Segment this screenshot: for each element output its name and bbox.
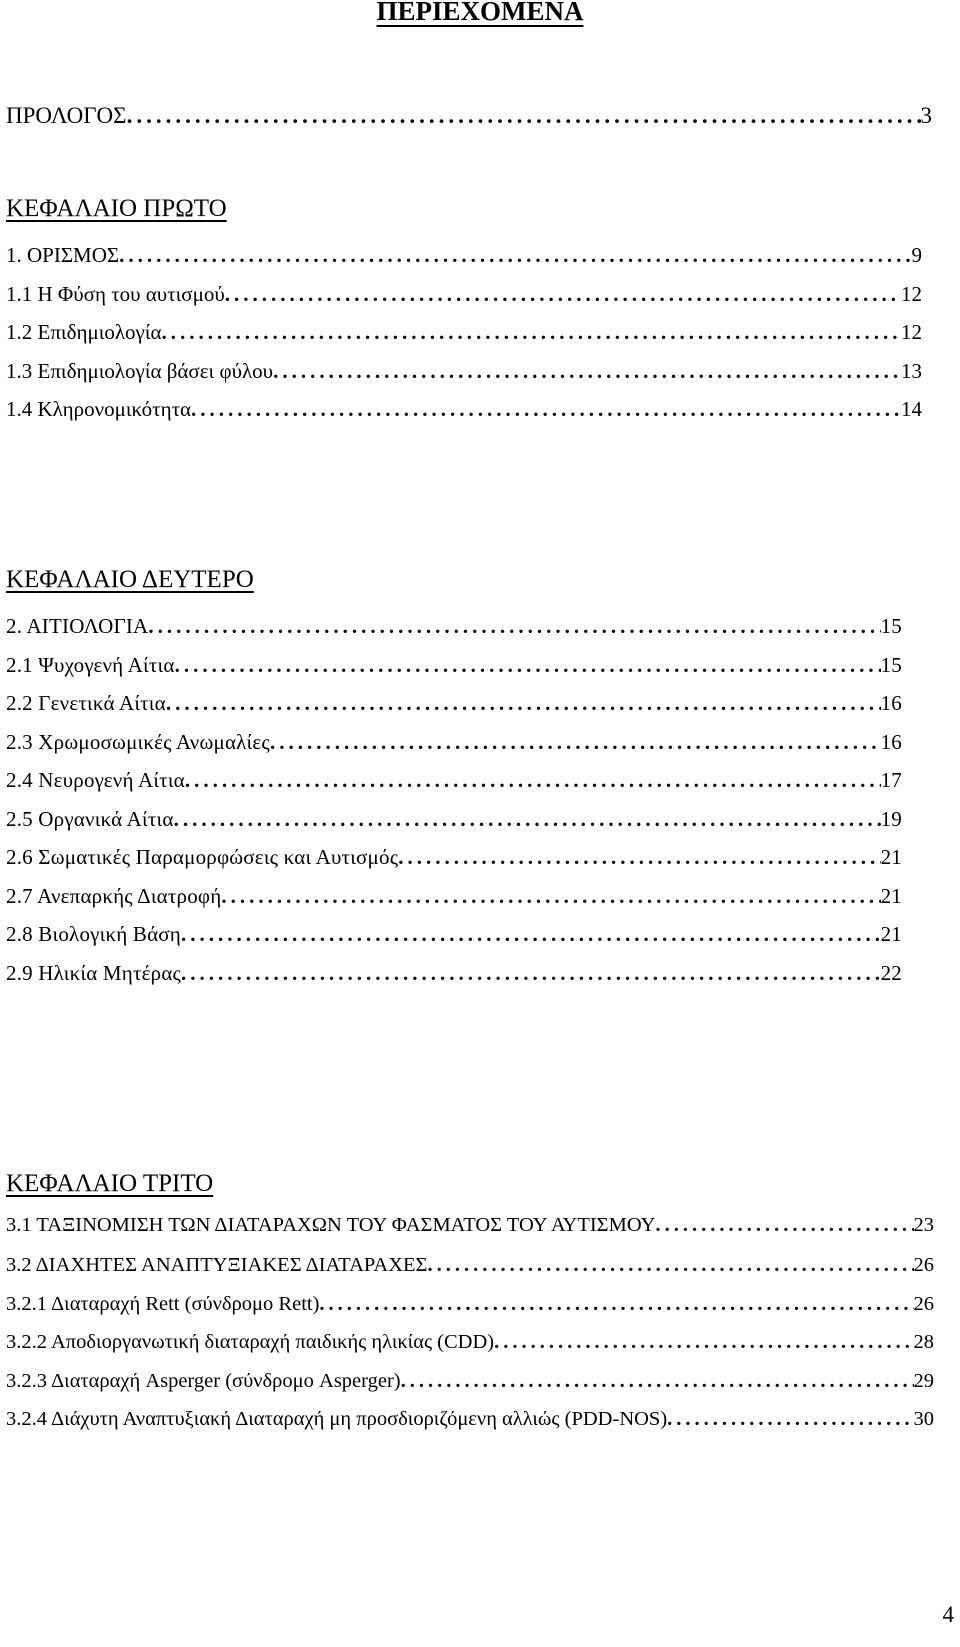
toc-entry-page: 16: [880, 691, 902, 715]
toc-entry-label: 3.2.2 Αποδιοργανωτική διαταραχή παιδικής ηλικίας (CDD): [6, 1331, 495, 1353]
toc-entry-label: 1.1 Η Φύση του αυτισμού: [6, 281, 225, 306]
dot-leader: [174, 807, 881, 832]
toc-entry-label: 2. ΑΙΤΙΟΛΟΓΙΑ: [6, 614, 149, 638]
chapter-title: ΚΕΦΑΛΑΙΟ ΔΕΥΤΕΡΟ: [6, 566, 254, 593]
toc-entry: [6, 730, 902, 769]
toc-entry-label: 1.3 Επιδημιολογία βάσει φύλου: [6, 358, 274, 383]
page-title: ΠΕΡΙΕΧΟΜΕΝΑ: [376, 0, 584, 26]
toc-entry: [6, 1331, 934, 1370]
toc-entry-page: 16: [880, 729, 902, 754]
toc-entry-page: 26: [913, 1254, 934, 1276]
toc-entry: [6, 1293, 934, 1332]
toc-entry-label: 2.5 Οργανικά Αίτια: [6, 806, 174, 831]
toc-entry-label: 3.2.3 Διαταραχή Asperger (σύνδρομο Asperger): [6, 1369, 401, 1392]
toc-entry-label: 3.2.1 Διαταραχή Rett (σύνδρομο Rett): [6, 1292, 320, 1315]
toc-entry: [6, 614, 902, 653]
dot-leader: [161, 320, 901, 345]
toc-entry-label: 2.3 Χρωμοσωμικές Ανωμαλίες: [6, 729, 270, 754]
toc-entry-page: 29: [913, 1369, 934, 1392]
chapter-title: ΚΕΦΑΛΑΙΟ ΤΡΙΤΟ: [6, 1170, 214, 1197]
toc-entry: [6, 359, 922, 398]
chapter-section: [6, 566, 902, 999]
dot-leader: [191, 397, 901, 422]
toc-entry-page: 17: [880, 768, 902, 792]
toc-entry-page: 26: [913, 1292, 934, 1315]
dot-leader: [225, 282, 901, 307]
dot-leader: [655, 1214, 913, 1237]
dot-leader: [319, 1293, 913, 1316]
dot-leader: [667, 1408, 913, 1431]
toc-entry: [6, 243, 922, 282]
dot-leader: [270, 730, 881, 755]
toc-entry-page: 22: [880, 960, 902, 985]
dot-leader: [401, 1370, 914, 1393]
toc-entry: [6, 282, 922, 321]
dot-leader: [119, 243, 911, 268]
dot-leader: [127, 103, 921, 129]
toc-entry-label: 2.8 Βιολογική Βάση: [6, 922, 181, 946]
dot-leader: [273, 359, 901, 384]
toc-entry: [6, 1408, 934, 1447]
toc-entry-page: 30: [913, 1408, 934, 1430]
dot-leader: [398, 845, 880, 870]
toc-entry-page: 21: [880, 883, 902, 908]
toc-entry-label: 1.4 Κληρονομικότητα: [6, 397, 192, 422]
toc-entry: [6, 320, 922, 359]
toc-entry: [6, 691, 902, 730]
toc-entry-label: 2.9 Ηλικία Μητέρας: [6, 960, 182, 985]
toc-entry-label: 2.7 Ανεπαρκής Διατροφή: [6, 883, 222, 908]
toc-entry: [6, 1214, 934, 1254]
toc-entry-page: 15: [880, 652, 902, 677]
toc-entry-page: 23: [913, 1214, 934, 1236]
chapter-section: [6, 1170, 934, 1447]
toc-entry-label: 3.2.4 Διάχυτη Αναπτυξιακή Διαταραχή μη προσδιοριζόμενη αλλιώς (PDD-NOS): [6, 1408, 668, 1430]
dot-leader: [221, 884, 880, 909]
toc-entry-page: 21: [880, 845, 902, 869]
toc-entry-page: 28: [913, 1331, 934, 1353]
toc-entry-page: 12: [901, 320, 922, 345]
dot-leader: [166, 691, 881, 716]
toc-entry: [6, 922, 902, 961]
toc-entry: [6, 653, 902, 692]
toc-entry: [6, 768, 902, 807]
toc-entry-page: 19: [880, 806, 902, 831]
toc-entry: [6, 961, 902, 1000]
toc-entry-page: 3: [920, 103, 932, 128]
toc-entry-label: ΠΡΟΛΟΓΟΣ: [6, 103, 127, 128]
dot-leader: [427, 1254, 913, 1277]
dot-leader: [494, 1331, 913, 1354]
chapter-title: ΚΕΦΑΛΑΙΟ ΠΡΩΤΟ: [6, 195, 227, 222]
toc-entry: [6, 884, 902, 923]
dot-leader: [181, 922, 881, 947]
chapter-section: [6, 195, 922, 436]
dot-leader: [148, 614, 880, 639]
page-number: 4: [942, 1602, 954, 1627]
toc-entry-label: 1.2 Επιδημιολογία: [6, 320, 162, 345]
toc-entry-page: 13: [901, 358, 922, 383]
toc-entry-label: 2.4 Νευρογενή Αίτια: [6, 768, 185, 792]
toc-entry-page: 15: [880, 614, 902, 638]
toc-entry-label: 2.6 Σωματικές Παραμορφώσεις και Αυτισμός: [6, 845, 399, 869]
toc-entry: [6, 845, 902, 884]
toc-entry-page: 21: [880, 922, 902, 946]
toc-entry-label: 2.1 Ψυχογενή Αίτια: [6, 652, 175, 677]
toc-entry-page: 9: [911, 243, 922, 267]
toc-entry: [6, 1370, 934, 1409]
toc-entry: [6, 397, 922, 436]
toc-entry-label: 3.2 ΔΙΑΧΗΤΕΣ ΑΝΑΠΤΥΞΙΑΚΕΣ ΔΙΑΤΑΡΑΧΕΣ: [6, 1254, 428, 1276]
toc-entry: [6, 807, 902, 846]
toc-entry-label: 1. ΟΡΙΣΜΟΣ: [6, 243, 120, 267]
dot-leader: [185, 768, 881, 793]
toc-entry: [6, 1254, 934, 1293]
toc-entry-page: 12: [901, 281, 922, 306]
toc-entry-page: 14: [901, 397, 922, 422]
toc-entry-label: 2.2 Γενετικά Αίτια: [6, 691, 166, 715]
dot-leader: [181, 961, 881, 986]
toc-entry-preface: [6, 103, 932, 129]
dot-leader: [175, 653, 881, 678]
toc-entry-label: 3.1 ΤΑΞΙΝΟΜΙΣΗ ΤΩΝ ΔΙΑΤΑΡΑΧΩΝ ΤΟΥ ΦΑΣΜΑΤΟΣ ΤΟΥ ΑΥΤΙΣΜΟΥ: [6, 1214, 656, 1236]
